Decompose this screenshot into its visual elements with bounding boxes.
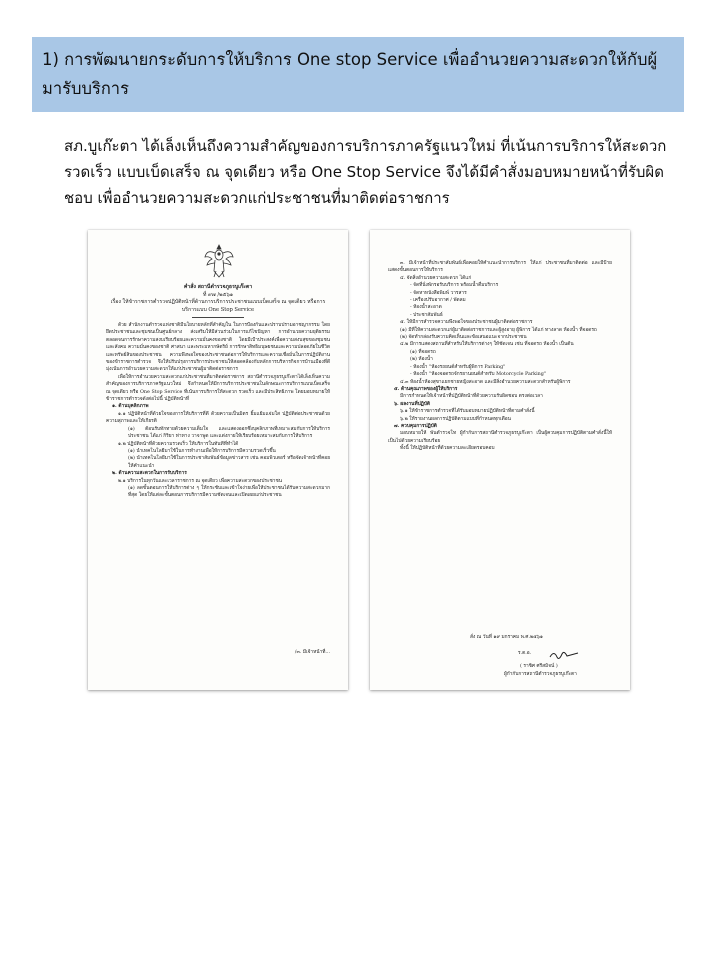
order-paragraph: เพื่อให้การอำนวยความสะดวกแก่ประชาชนที่มาติดต่อราชการ สถานีตำรวจภูธรบูเก๊ะตาได้เล็งเห็นความสำคัญของการบริการภาครัฐแนวใหม่ จึงกำหนดให้มีการบริการประชาชนในลักษณะการบริการแบบเบ็ดเสร็จ ณ จุดเดียว หรือ One Stop Service ที่เน้นการบริการให้สะดวก รวดเร็ว และมีประสิทธิภาพ โดยมอบหมายให้ข้าราชการตำรวจดังต่อไปนี้ ปฏิบัติหน้าที่ bbox=[106, 374, 330, 403]
section-title: 1) การพัฒนายกระดับการให้บริการ One stop Service เพื่ออำนวยความสะดวกให้กับผู้มารับบริการ bbox=[42, 50, 658, 98]
order-heading bbox=[106, 284, 330, 314]
order-paragraph: ทั้งนี้ ให้ปฏิบัติหน้าที่ด้วยความละเอียดรอบคอบ bbox=[400, 446, 495, 452]
order-paragraph: (๑) ต้อนรับทักทายด้วยความเต็มใจ และแสดงออกซึ่งบุคลิกภาพที่เหมาะสมกับการให้บริการประชาชน ได้แก่ กิริยา ท่าทาง วาจาพูด และแต่งกายให้เรียบร้อยเหมาะสมกับการให้บริการ bbox=[128, 426, 330, 440]
order-paragraph: (๒) จัดทำกล่องรับความคิดเห็นและข้อเสนอแนะจากประชาชน bbox=[400, 335, 527, 341]
order-paragraph: - เครื่องปรับอากาศ / พัดลม bbox=[410, 298, 466, 304]
continued-marker: /๓. มีเจ้าหน้าที่... bbox=[294, 650, 330, 655]
sign-rank: ร.ต.อ. bbox=[518, 651, 532, 656]
sign-date: สั่ง ณ วันที่ ๑๙ มกราคม พ.ศ.๒๕๖๑ bbox=[470, 635, 543, 640]
order-paragraph: - จัดหาหนังสือพิมพ์ วารสาร bbox=[410, 290, 467, 296]
order-paragraph: ๒. ด้านความสะดวกในการรับบริการ bbox=[112, 470, 187, 477]
order-body-right bbox=[388, 260, 612, 453]
order-number: ที่ ๙๗ /๒๕๖๑ bbox=[202, 291, 234, 298]
order-paragraph: (๒) นำเทคโนโลยีมาใช้ในการประชาสัมพันธ์ข้อมูลข่าวสาร เช่น คอมพิวเตอร์ หรือจัดเจ้าหน้าที่คอยให้คำแนะนำ bbox=[128, 456, 330, 469]
order-paragraph: - ห้องน้ำ "ห้องจอดรถจักรยานยนต์สำหรับ Motorcycle Parking" bbox=[410, 372, 546, 378]
order-paragraph: ๑.๒ ปฏิบัติหน้าที่ด้วยความรวดเร็ว ให้บริการในทันทีที่ทำได้ bbox=[118, 441, 239, 447]
order-paragraph: ๑.๑ ปฏิบัติหน้าที่ด้วยใจของการให้บริการที่ดี ด้วยความเป็นมิตร ยิ้มแย้มแจ่มใส ปฏิบัติต่อประชาชนด้วยความสุภาพและให้เกียรติ bbox=[106, 411, 330, 425]
order-paragraph: มอบหมายให้ พันตำรวจโท ผู้กำกับการสถานีตำรวจภูธรบูเก๊ะตา เป็นผู้ควบคุมการปฏิบัติตามคำสั่งนี้ให้เป็นไปด้วยความเรียบร้อย bbox=[388, 431, 612, 444]
order-paragraph: - ห้องน้ำ "ห้องรถยนต์สำหรับผู้พิการ Parking" bbox=[410, 364, 506, 370]
order-paragraph: (๒) ห้องน้ำ bbox=[410, 357, 433, 363]
order-paragraph: - ห้องน้ำสะอาด bbox=[410, 305, 442, 311]
order-paragraph: ๗. ควบคุมการปฏิบัติ bbox=[394, 422, 437, 429]
order-paragraph: (๑) ที่จอดรถ bbox=[410, 349, 436, 355]
intro-paragraph: สภ.บูเก๊ะตา ได้เล็งเห็นถึงความสำคัญของการบริการภาครัฐแนวใหม่ ที่เน้นการบริการให้สะดวก รวดเร็ว แบบเบ็ดเสร็จ ณ จุดเดียว หรือ One Stop Service จึงได้มีคำสั่งมอบหมายหน้าที่รับผิดชอบ เพื่ออำนวยความสะดวกแก่ประชาชนที่มาติดต่อราชการ bbox=[64, 137, 667, 207]
order-paragraph: (๑) นำเทคโนโลยีมาใช้ในการทำงานเพื่อให้การบริการมีความรวดเร็วขึ้น bbox=[128, 448, 276, 454]
order-paragraph: ๔.๓ ห้องน้ำห้องสุขาแยกชายหญิงสะอาด และมีสิ่งอำนวยความสะดวกสำหรับผู้พิการ bbox=[400, 379, 571, 385]
order-paragraph: (๑) มีที่ให้ความสะดวกแก่ผู้มาติดต่อราชการและผู้สูงอายุ ผู้พิการ ได้แก่ ทางลาด ห้องน้ำ ที่จอดรถ bbox=[400, 327, 597, 333]
order-paragraph: - จัดที่นั่งพักรอรับบริการ พร้อมน้ำดื่มบริการ bbox=[410, 283, 499, 289]
order-body-left bbox=[106, 322, 330, 500]
section-header bbox=[32, 37, 684, 112]
order-paragraph: ๖.๒ ให้รายงานผลการปฏิบัติตามแบบที่กำหนดทุกเดือน bbox=[400, 416, 511, 422]
order-paragraph: (๑) ลดขั้นตอนการให้บริการต่าง ๆ ให้กระชับและเข้าใจง่ายเพื่อให้ประชาชนได้รับความสะดวกมากที่สุด โดยให้แต่ละขั้นตอนการบริการมีความชัดเจนและเปิดเผยแก่ประชาชน bbox=[128, 485, 330, 499]
order-paragraph: ๔. จัดสิ่งอำนวยความสะดวก ได้แก่ bbox=[400, 275, 472, 281]
order-paragraph: - ประชาสัมพันธ์ bbox=[410, 312, 443, 318]
order-paragraph: ๑. ด้านบุคลิกภาพ bbox=[112, 403, 149, 410]
document-page-right bbox=[370, 230, 630, 690]
order-paragraph: ๕. ให้มีการสำรวจความพึงพอใจของประชาชนผู้มาติดต่อราชการ bbox=[400, 320, 533, 326]
order-paragraph: มีการกำหนดให้เจ้าหน้าที่ปฏิบัติหน้าที่ด้วยความรับผิดชอบ ตรงต่อเวลา bbox=[400, 394, 543, 400]
document-page-left bbox=[88, 230, 348, 690]
handwritten-signature bbox=[548, 648, 580, 662]
order-paragraph: ด้วย สำนักงานตำรวจแห่งชาติมีนโยบายหลักที่สำคัญใน ในการป้องกันและปราบปรามอาชญากรรม โดยยึดประชาชนและชุมชนเป็นศูนย์กลาง ส่งเสริมให้มีส่วนร่วมในการแก้ไขปัญหา การอำนวยความยุติธรรม ตลอดจนการรักษาความสงบเรียบร้อยและความมั่นคงของชาติ โดยมีเป้าประสงค์เพื่อความสงบสุขของชุมชน และสังคม ความมั่นคงของชาติ ศาสนา และพระมหากษัตริย์ การรักษาสิทธิมนุษยชนและความปลอดภัยในชีวิตและทรัพย์สินของประชาชน ความพึงพอใจของประชาชนต่อการให้บริการและความเชื่อมั่นในการปฏิบัติงานของข้าราชการตำรวจ จึงให้ปรับปรุงการบริการประชาชนให้สอดคล้องกับหลักการบริหารกิจการบ้านเมืองที่ดี มุ่งเน้นการอำนวยความสะดวกให้แก่ประชาชนผู้มาติดต่อราชการ bbox=[106, 323, 330, 373]
order-divider bbox=[192, 317, 244, 318]
order-paragraph: ๔.๒ มีการแสดงสถานที่สำหรับให้บริการต่างๆ ให้ชัดเจน เช่น ที่จอดรถ ห้องน้ำ เป็นต้น bbox=[400, 342, 574, 348]
order-paragraph: ๓. มีเจ้าหน้าที่ประชาสัมพันธ์เพื่อคอยให้คำแนะนำการบริการ ให้แก่ ประชาชนที่มาติดต่อ และมีป้ายแสดงขั้นตอนการให้บริการ bbox=[388, 261, 612, 274]
garuda-emblem-icon bbox=[204, 243, 234, 279]
order-paragraph: ๕. ด้านคุณภาพของผู้ให้บริการ bbox=[394, 385, 458, 392]
order-title: คำสั่ง สถานีตำรวจภูธรบูเก๊ะตา bbox=[183, 284, 253, 290]
order-paragraph: ๒.๑ บริการในทุกวันและเวลาราชการ ณ จุดเดียว เพื่อความสะดวกของประชาชน bbox=[118, 478, 283, 484]
sign-position: ผู้กำกับการสถานีตำรวจภูธรบูเก๊ะตา bbox=[504, 672, 577, 677]
order-paragraph: ๖.๑ ให้ข้าราชการตำรวจที่ได้รับมอบหมายปฏิบัติหน้าที่ตามคำสั่งนี้ bbox=[400, 409, 535, 415]
order-paragraph: ๖. ผลงานที่ปฏิบัติ bbox=[394, 400, 431, 407]
sign-name: ( ราชิศ ศรีสมิจน์ ) bbox=[520, 664, 558, 669]
order-subject: เรื่อง ให้ข้าราชการตำรวจปฏิบัติหน้าที่ด้านการบริการประชาชนแบบเบ็ดเสร็จ ณ จุดเดียว หรือการบริการแบบ One Stop Service bbox=[110, 299, 326, 313]
